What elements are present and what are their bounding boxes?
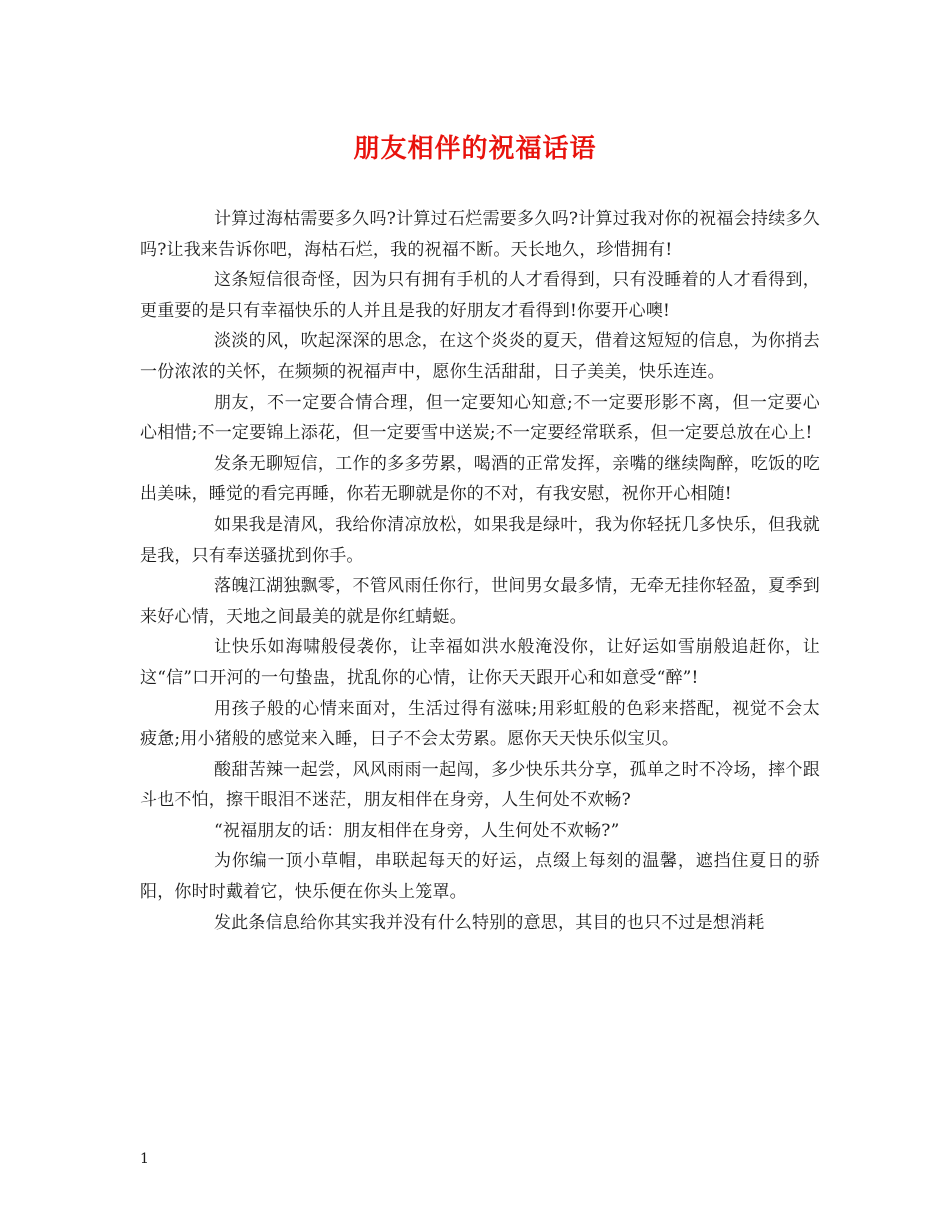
paragraph: 这条短信很奇怪，因为只有拥有手机的人才看得到，只有没睡着的人才看得到，更重要的是只有幸福快乐的人并且是我的好朋友才看得到!你要开心噢! xyxy=(140,270,820,321)
paragraph: 让快乐如海啸般侵袭你，让幸福如洪水般淹没你，让好运如雪崩般追赶你，让这“信”口开河的一句蛰蛊，扰乱你的心情，让你天天跟开心和如意受“醉”! xyxy=(140,637,820,688)
paragraph: 如果我是清风，我给你清凉放松，如果我是绿叶，我为你轻抚几多快乐，但我就是我，只有奉送骚扰到你手。 xyxy=(140,514,820,566)
paragraph: 发条无聊短信，工作的多多劳累，喝酒的正常发挥，亲嘴的继续陶醉，吃饭的吃出美味，睡觉的看完再睡，你若无聊就是你的不对，有我安慰，祝你开心相随! xyxy=(140,453,820,505)
paragraph: 用孩子般的心情来面对，生活过得有滋味;用彩虹般的色彩来搭配，视觉不会太疲惫;用小猪般的感觉来入睡，日子不会太劳累。愿你天天快乐似宝贝。 xyxy=(140,698,820,750)
document-title: 朋友相伴的祝福话语 xyxy=(353,134,597,164)
paragraph: 计算过海枯需要多久吗?计算过石烂需要多久吗?计算过我对你的祝福会持续多久吗?让我来告诉你吧，海枯石烂，我的祝福不断。天长地久，珍惜拥有! xyxy=(140,209,820,260)
paragraph: 发此条信息给你其实我并没有什么特别的意思，其目的也只不过是想消耗 xyxy=(214,912,765,933)
page-number: 1 xyxy=(140,1151,149,1167)
paragraph: 朋友，不一定要合情合理，但一定要知心知意;不一定要形影不离，但一定要心心相惜;不一定要锦上添花，但一定要雪中送炭;不一定要经常联系，但一定要总放在心上! xyxy=(140,392,820,444)
paragraph: “祝福朋友的话：朋友相伴在身旁，人生何处不欢畅?” xyxy=(214,820,620,841)
paragraph: 为你编一顶小草帽，串联起每天的好运，点缀上每刻的温馨，遮挡住夏日的骄阳，你时时戴着它，快乐便在你头上笼罩。 xyxy=(140,851,820,903)
paragraph: 落魄江湖独飘零，不管风雨任你行，世间男女最多情，无牵无挂你轻盈，夏季到来好心情，天地之间最美的就是你红蜻蜓。 xyxy=(140,576,820,627)
paragraph: 酸甜苦辣一起尝，风风雨雨一起闯，多少快乐共分享，孤单之时不冷场，摔个跟斗也不怕，擦干眼泪不迷茫，朋友相伴在身旁，人生何处不欢畅? xyxy=(140,759,820,811)
document-body xyxy=(140,204,820,938)
paragraph: 淡淡的风，吹起深深的思念，在这个炎炎的夏天，借着这短短的信息，为你捎去一份浓浓的关怀，在频频的祝福声中，愿你生活甜甜，日子美美，快乐连连。 xyxy=(140,331,820,382)
